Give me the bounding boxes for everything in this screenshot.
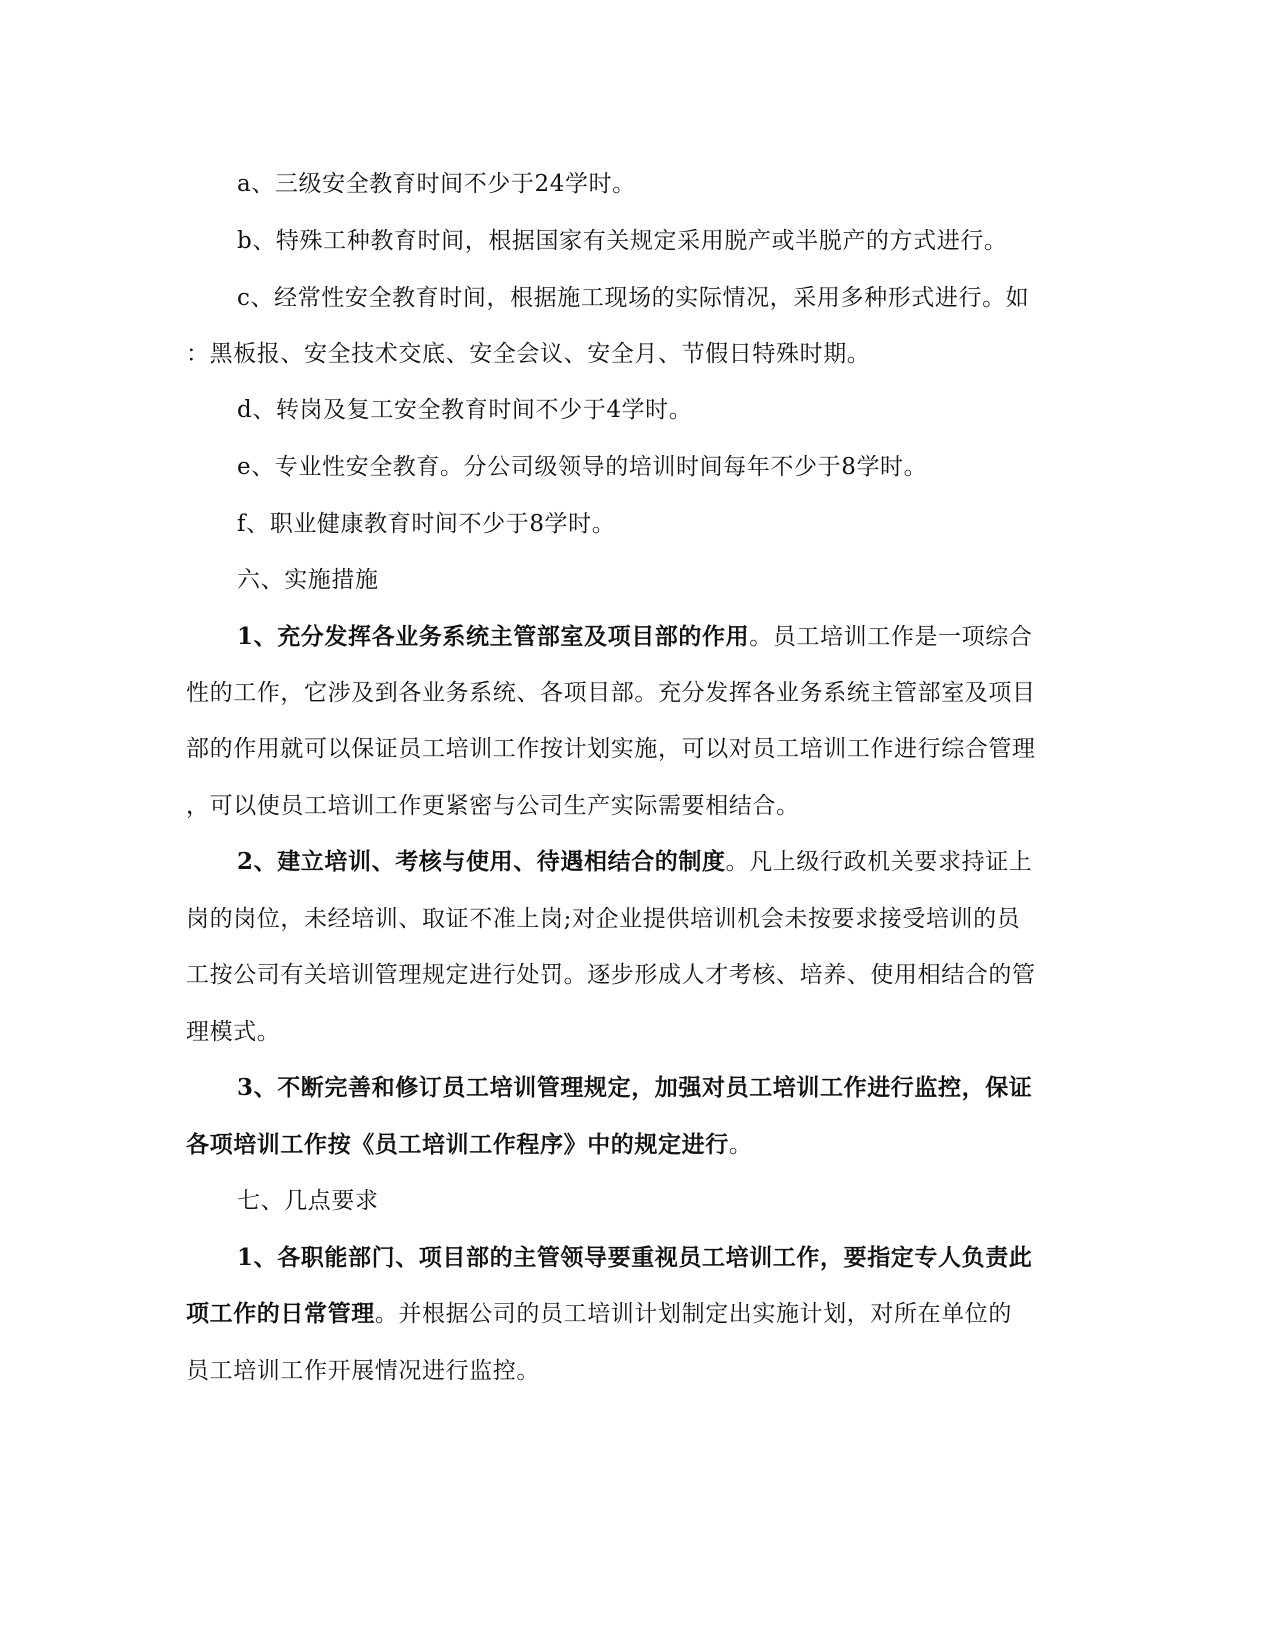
paragraph-line bbox=[237, 622, 1137, 652]
text-span: 员工培训工作开展情况进行监控。 bbox=[186, 1358, 540, 1384]
bold-lead: 3、不断完善和修订员工培训管理规定，加强对员工培训工作进行监控，保证 bbox=[237, 1074, 1033, 1101]
text-span: 。凡上级行政机关要求持证上 bbox=[725, 849, 1033, 875]
bold-lead: 1、各职能部门、项目部的主管领导要重视员工培训工作，要指定专人负责此 bbox=[237, 1244, 1033, 1271]
paragraph-line bbox=[186, 678, 1086, 708]
paragraph-line bbox=[186, 734, 1086, 764]
paragraph-line bbox=[186, 339, 1086, 369]
text-span: 理模式。 bbox=[186, 1019, 281, 1045]
text-span: b、特殊工种教育时间，根据国家有关规定采用脱产或半脱产的方式进行。 bbox=[237, 228, 1008, 254]
text-span: 部的作用就可以保证员工培训工作按计划实施，可以对员工培训工作进行综合管理 bbox=[186, 736, 1036, 762]
paragraph-line bbox=[237, 226, 1137, 256]
bold-lead: 项工作的日常管理 bbox=[186, 1300, 375, 1327]
paragraph-line bbox=[186, 1017, 1086, 1047]
paragraph-line bbox=[237, 169, 1137, 199]
text-span: 岗的岗位，未经培训、取证不准上岗;对企业提供培训机会未按要求接受培训的员 bbox=[186, 906, 1021, 932]
text-span: 。员工培训工作是一项综合 bbox=[749, 624, 1033, 650]
text-span: e、专业性安全教育。分公司级领导的培训时间每年不少于8学时。 bbox=[237, 454, 928, 480]
section-heading bbox=[237, 1186, 1137, 1216]
text-span: f、职业健康教育时间不少于8学时。 bbox=[237, 511, 616, 537]
paragraph-line bbox=[186, 1356, 1086, 1386]
paragraph-line bbox=[186, 904, 1086, 934]
bold-lead: 1、充分发挥各业务系统主管部室及项目部的作用 bbox=[237, 623, 750, 650]
paragraph-line bbox=[186, 1299, 1086, 1329]
paragraph-line bbox=[186, 791, 1086, 821]
paragraph-line bbox=[237, 452, 1137, 482]
paragraph-line bbox=[237, 1073, 1137, 1103]
text-span: 性的工作，它涉及到各业务系统、各项目部。充分发挥各业务系统主管部室及项目 bbox=[186, 680, 1036, 706]
text-span: ，可以使员工培训工作更紧密与公司生产实际需要相结合。 bbox=[186, 793, 800, 819]
text-span: 。 bbox=[728, 1132, 753, 1158]
text-span: 六、实施措施 bbox=[237, 567, 379, 593]
paragraph-line bbox=[237, 283, 1137, 313]
text-span: a、三级安全教育时间不少于24学时。 bbox=[237, 171, 636, 197]
paragraph-line bbox=[237, 1243, 1137, 1273]
text-span: 工按公司有关培训管理规定进行处罚。逐步形成人才考核、培养、使用相结合的管 bbox=[186, 962, 1036, 988]
bold-lead: 2、建立培训、考核与使用、待遇相结合的制度 bbox=[237, 848, 726, 875]
section-heading bbox=[237, 565, 1137, 595]
text-span: 七、几点要求 bbox=[237, 1188, 379, 1214]
paragraph-line bbox=[186, 1130, 1086, 1160]
bold-lead: 各项培训工作按《员工培训工作程序》中的规定进行 bbox=[186, 1131, 729, 1158]
paragraph-line bbox=[186, 960, 1086, 990]
text-span: ：黑板报、安全技术交底、安全会议、安全月、节假日特殊时期。 bbox=[186, 341, 871, 367]
paragraph-line bbox=[237, 395, 1137, 425]
paragraph-line bbox=[237, 847, 1137, 877]
paragraph-line bbox=[237, 509, 1137, 539]
text-span: 。并根据公司的员工培训计划制定出实施计划，对所在单位的 bbox=[374, 1301, 1013, 1327]
text-span: c、经常性安全教育时间，根据施工现场的实际情况，采用多种形式进行。如 bbox=[237, 285, 1030, 311]
text-span: d、转岗及复工安全教育时间不少于4学时。 bbox=[237, 397, 693, 423]
